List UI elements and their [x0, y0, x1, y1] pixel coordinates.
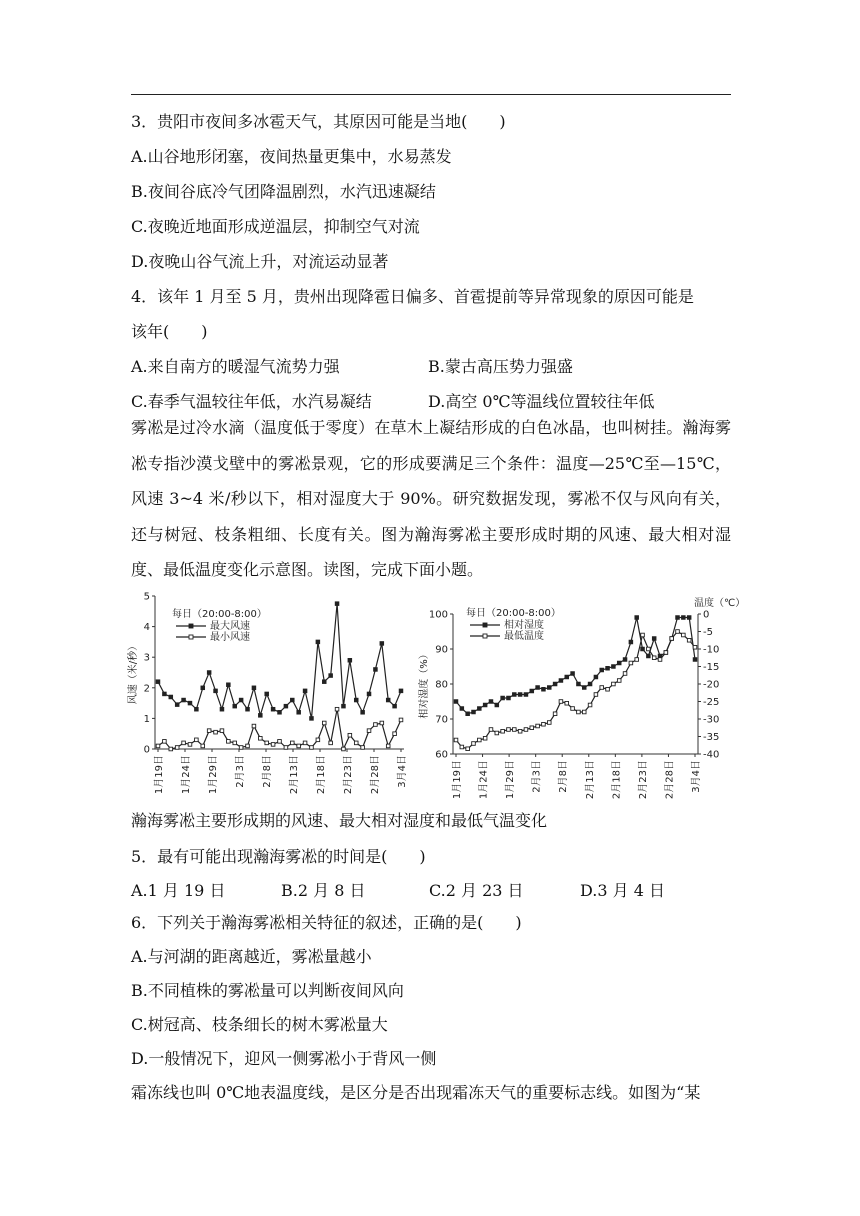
q6-stem: 6．下列关于瀚海雾凇相关特征的叙述，正确的是( )	[131, 913, 522, 932]
series-2-point	[316, 738, 320, 742]
x-tick-label: 2月18日	[316, 755, 327, 795]
x-tick-label: 2月23日	[343, 755, 354, 795]
series-1-point	[617, 661, 621, 665]
series-1-point	[530, 689, 534, 693]
series-2-point	[297, 744, 301, 748]
series-2-point	[374, 723, 378, 727]
q4-stem-line2: 该年( )	[131, 322, 208, 341]
series-1-point	[606, 666, 610, 670]
q3-option-a: A.山谷地形闭塞，夜间热量更集中，水易蒸发	[131, 147, 452, 166]
series-2-point	[214, 730, 218, 734]
series-1-point	[547, 686, 551, 690]
series-2-point	[635, 658, 639, 662]
series-2-point	[571, 707, 575, 711]
series-2-point	[284, 746, 288, 750]
q5-option-c: C.2 月 23 日	[429, 881, 524, 900]
series-2-point	[169, 747, 173, 751]
series-2-point	[310, 746, 314, 750]
series-1-point	[635, 616, 639, 620]
q6-option-a: A.与河湖的距离越近，雾凇量越小	[131, 947, 372, 966]
series-2-point	[354, 741, 358, 745]
series-2-point	[641, 633, 645, 637]
x-tick-label: 2月3日	[531, 760, 543, 793]
series-2-point	[246, 744, 250, 748]
legend-entry: 最小风速	[210, 632, 250, 643]
series-2-point	[175, 746, 179, 750]
series-2-point	[518, 729, 522, 733]
series-2-point	[647, 647, 651, 651]
x-tick-label: 1月24日	[181, 755, 192, 795]
y-tick-label: 100	[428, 609, 448, 621]
series-1-point	[594, 675, 598, 679]
x-tick-label: 1月19日	[452, 760, 463, 800]
series-2-point	[335, 707, 339, 711]
series-1-point	[188, 701, 192, 705]
series-2-point	[629, 661, 633, 665]
series-2-point	[393, 732, 397, 736]
series-2-point	[220, 729, 224, 733]
x-tick-label: 1月19日	[154, 755, 165, 795]
series-2-point	[278, 740, 282, 744]
legend-title: 每日（20:00-8:00）	[172, 609, 267, 620]
y-axis-label: 风速（米/秒）	[128, 640, 139, 705]
series-1-point	[348, 658, 352, 662]
series-2-point	[386, 744, 390, 748]
series-2-point	[512, 728, 516, 732]
y2-tick-label: -20	[703, 679, 720, 691]
legend-entry: 最低温度	[504, 631, 544, 642]
series-2-point	[361, 746, 365, 750]
q4-stem-line1: 4．该年 1 月至 5 月，贵州出现降雹日偏多、首雹提前等异常现象的原因可能是	[131, 287, 694, 306]
figure-caption: 瀚海雾凇主要形成期的风速、最大相对湿度和最低气温变化	[131, 811, 548, 830]
series-2-point	[271, 743, 275, 747]
series-1-point	[214, 689, 218, 693]
y2-tick-label: -5	[703, 627, 713, 638]
series-2-point	[530, 726, 534, 730]
q5-stem: 5．最有可能出现瀚海雾凇的时间是( )	[131, 847, 426, 866]
series-2-point	[233, 741, 237, 745]
series-2-point	[594, 693, 598, 697]
header-rule	[131, 94, 731, 95]
series-1-point	[588, 682, 592, 686]
series-2-point	[303, 741, 307, 745]
series-1-point	[571, 672, 575, 676]
y2-tick-label: -15	[703, 662, 720, 673]
series-2-point	[588, 703, 592, 707]
series-1-point	[220, 707, 224, 711]
passage-text: 雾凇是过冷水滴（温度低于零度）在草木上凝结形成的白色冰晶，也叫树挂。瀚海雾凇专指沙漠戈壁中的雾凇景观，它的形成要满足三个条件：温度—25℃至—15℃，风速 3~4 米/秒以下，相对湿度大于 90%。研究数据发现，雾凇不仅与风向有关，还与树冠、枝条粗细、长度有关。图为瀚海雾凇主要形成时期的风速、最大相对湿度、最低温度变化示意图。读图，完成下面小题。	[131, 418, 731, 579]
series-1-point	[335, 602, 339, 606]
x-tick-label: 2月13日	[584, 760, 596, 800]
series-1-point	[207, 671, 211, 675]
series-1-point	[393, 704, 397, 708]
q5-option-d: D.3 月 4 日	[580, 881, 665, 900]
series-2-point	[252, 724, 256, 728]
series-2-point	[524, 728, 528, 732]
series-2-point	[454, 738, 458, 742]
y-tick-label: 2	[143, 683, 150, 695]
legend-marker	[189, 624, 193, 628]
series-1-point	[322, 680, 326, 684]
series-2-point	[239, 746, 243, 750]
series-1-point	[195, 707, 199, 711]
q3-option-b: B.夜间谷底冷气团降温剧烈，水汽迅速凝结	[131, 182, 436, 201]
series-1-point	[518, 693, 522, 697]
series-2-point	[507, 728, 511, 732]
series-2-point	[617, 679, 621, 683]
series-2-point	[322, 721, 326, 725]
q3-option-c: C.夜晚近地面形成逆温层，抑制空气对流	[131, 217, 420, 236]
series-2-point	[565, 701, 569, 705]
q6-option-c: C.树冠高、枝条细长的树木雾凇量大	[131, 1015, 388, 1034]
series-2-point	[207, 729, 211, 733]
series-2-point	[658, 658, 662, 662]
series-2-point	[582, 710, 586, 714]
series-1-point	[652, 637, 656, 641]
series-1-point	[367, 692, 371, 696]
series-1-point	[239, 698, 243, 702]
series-2-point	[652, 656, 656, 660]
series-1-point	[553, 682, 557, 686]
series-1-point	[265, 692, 269, 696]
series-1-point	[489, 700, 493, 704]
q6-option-d: D.一般情况下，迎风一侧雾凇小于背风一侧	[131, 1049, 437, 1068]
q4-option-a: A.来自南方的暖湿气流势力强	[131, 357, 340, 376]
series-1-point	[466, 712, 470, 716]
series-2-point	[559, 700, 563, 704]
legend-marker	[483, 623, 487, 627]
series-2-point	[265, 741, 269, 745]
series-2-point	[367, 729, 371, 733]
x-tick-label: 1月29日	[505, 760, 517, 800]
x-tick-label: 2月28日	[664, 760, 676, 800]
series-2-point	[460, 745, 464, 749]
series-1-point	[252, 686, 256, 690]
y2-tick-label: -35	[703, 732, 720, 743]
series-1-point	[380, 642, 384, 646]
series-1-point	[623, 658, 627, 662]
series-1-point	[693, 658, 697, 662]
series-1-point	[169, 695, 173, 699]
q4-option-b: B.蒙古高压势力强盛	[428, 357, 573, 376]
series-2-point	[380, 721, 384, 725]
q3-stem: 3．贵阳市夜间多冰雹天气，其原因可能是当地( )	[131, 112, 506, 131]
series-1-point	[399, 689, 403, 693]
q3-option-d: D.夜晚山谷气流上升，对流运动显著	[131, 252, 389, 271]
series-1-point	[310, 717, 314, 721]
series-1-point	[201, 686, 205, 690]
series-2-point	[495, 731, 499, 735]
y-tick-label: 80	[435, 679, 448, 691]
x-tick-label: 3月4日	[691, 760, 702, 793]
y2-tick-label: -25	[703, 697, 720, 708]
series-2-point	[489, 728, 493, 732]
series-1-point	[361, 710, 365, 714]
series-2-point	[478, 738, 482, 742]
x-tick-label: 2月23日	[637, 760, 649, 800]
q6-option-b: B.不同植株的雾凇量可以判断夜间风向	[131, 981, 404, 1000]
x-tick-label: 2月3日	[235, 755, 246, 788]
series-2-point	[676, 630, 680, 634]
y2-tick-label: -10	[703, 644, 720, 656]
series-1-point	[577, 682, 581, 686]
next-question-intro: 霜冻线也叫 0℃地表温度线，是区分是否出现霜冻天气的重要标志线。如图为“某	[131, 1083, 701, 1102]
q5-option-a: A.1 月 19 日	[131, 881, 226, 900]
series-1-point	[641, 647, 645, 651]
series-1-point	[156, 680, 160, 684]
series-1-point	[478, 707, 482, 711]
legend-entry: 最大风速	[210, 621, 250, 632]
legend-title: 每日（20:00-8:00）	[466, 608, 561, 619]
y-tick-label: 5	[143, 591, 150, 603]
series-1-point	[233, 704, 237, 708]
series-1-point	[472, 710, 476, 714]
y-tick-label: 60	[435, 749, 448, 761]
legend-entry: 相对湿度	[504, 620, 544, 631]
x-tick-label: 2月18日	[611, 760, 623, 800]
x-tick-label: 1月24日	[478, 760, 490, 800]
series-2-point	[623, 672, 627, 676]
x-tick-label: 1月29日	[208, 755, 219, 795]
q4-option-c: C.春季气温较往年低，水汽易凝结	[131, 392, 372, 411]
series-1-point	[647, 654, 651, 658]
series-2-point	[188, 743, 192, 747]
series-1-point	[278, 710, 282, 714]
series-1-point	[354, 698, 358, 702]
y2-tick-label: -30	[703, 714, 720, 726]
x-tick-label: 2月8日	[558, 760, 570, 793]
series-2-point	[501, 729, 505, 733]
x-tick-label: 2月13日	[289, 755, 300, 795]
y-tick-label: 4	[143, 622, 150, 634]
series-2-point	[687, 638, 691, 642]
series-1-point	[342, 704, 346, 708]
x-tick-label: 3月4日	[397, 755, 408, 788]
series-1-point	[676, 616, 680, 620]
y-tick-label: 3	[143, 652, 150, 664]
y2-axis-label: 温度（℃）	[694, 598, 746, 609]
series-2-point	[612, 682, 616, 686]
series-2-point	[201, 744, 205, 748]
series-1-point	[284, 704, 288, 708]
legend-marker	[483, 634, 487, 638]
series-2-point	[290, 741, 294, 745]
y-axis-label: 相对湿度（%）	[419, 649, 430, 719]
x-tick-label: 2月8日	[262, 755, 273, 788]
humidity-temperature-chart	[417, 596, 745, 799]
series-1-point	[259, 714, 263, 718]
series-1-point	[374, 668, 378, 672]
q5-option-b: B.2 月 8 日	[281, 881, 366, 900]
q4-option-d: D.高空 0℃等温线位置较往年低	[428, 392, 655, 411]
series-2-point	[606, 687, 610, 691]
series-1-point	[629, 640, 633, 644]
wind-speed-chart	[126, 592, 408, 795]
legend-marker	[189, 635, 193, 639]
series-1-point	[290, 698, 294, 702]
series-1-point	[483, 703, 487, 707]
y-tick-label: 0	[143, 744, 150, 756]
series-1-point	[536, 686, 540, 690]
series-1-point	[227, 683, 231, 687]
series-2-point	[466, 747, 470, 751]
series-1-point	[512, 693, 516, 697]
series-2-point	[553, 712, 557, 716]
figure	[0, 580, 860, 810]
series-2-point	[664, 651, 668, 655]
series-line-1	[158, 604, 401, 719]
series-2-point	[693, 645, 697, 649]
series-1-point	[600, 668, 604, 672]
series-2-point	[547, 721, 551, 725]
series-1-point	[687, 616, 691, 620]
series-1-point	[163, 692, 167, 696]
series-2-point	[163, 740, 167, 744]
series-1-point	[559, 679, 563, 683]
series-2-point	[195, 738, 199, 742]
series-2-point	[342, 747, 346, 751]
series-1-point	[524, 693, 528, 697]
series-2-point	[577, 710, 581, 714]
series-2-point	[483, 736, 487, 740]
series-1-point	[501, 696, 505, 700]
series-2-point	[536, 724, 540, 728]
series-2-point	[156, 744, 160, 748]
series-1-point	[303, 689, 307, 693]
series-1-point	[495, 703, 499, 707]
series-1-point	[386, 698, 390, 702]
series-2-point	[600, 686, 604, 690]
y-tick-label: 90	[435, 644, 448, 656]
series-1-point	[271, 707, 275, 711]
series-2-point	[542, 722, 546, 726]
series-1-point	[565, 675, 569, 679]
series-1-point	[542, 687, 546, 691]
series-2-point	[182, 741, 186, 745]
series-2-point	[227, 740, 231, 744]
series-1-point	[316, 640, 320, 644]
series-2-point	[399, 718, 403, 722]
series-2-point	[682, 633, 686, 637]
series-2-point	[259, 736, 263, 740]
series-1-point	[682, 616, 686, 620]
x-tick-label: 2月28日	[370, 755, 381, 795]
series-1-point	[454, 700, 458, 704]
series-1-point	[507, 696, 511, 700]
y2-tick-label: -40	[703, 749, 720, 761]
series-2-point	[329, 741, 333, 745]
series-1-point	[329, 674, 333, 678]
series-2-point	[348, 733, 352, 737]
series-1-point	[612, 665, 616, 669]
series-1-point	[460, 707, 464, 711]
y-tick-label: 70	[435, 714, 448, 726]
series-1-point	[246, 707, 250, 711]
series-1-point	[175, 703, 179, 707]
series-2-point	[472, 742, 476, 746]
series-1-point	[582, 686, 586, 690]
series-1-point	[182, 698, 186, 702]
y-tick-label: 1	[143, 713, 150, 725]
series-1-point	[297, 710, 301, 714]
y2-tick-label: 0	[703, 609, 710, 621]
series-2-point	[670, 637, 674, 641]
